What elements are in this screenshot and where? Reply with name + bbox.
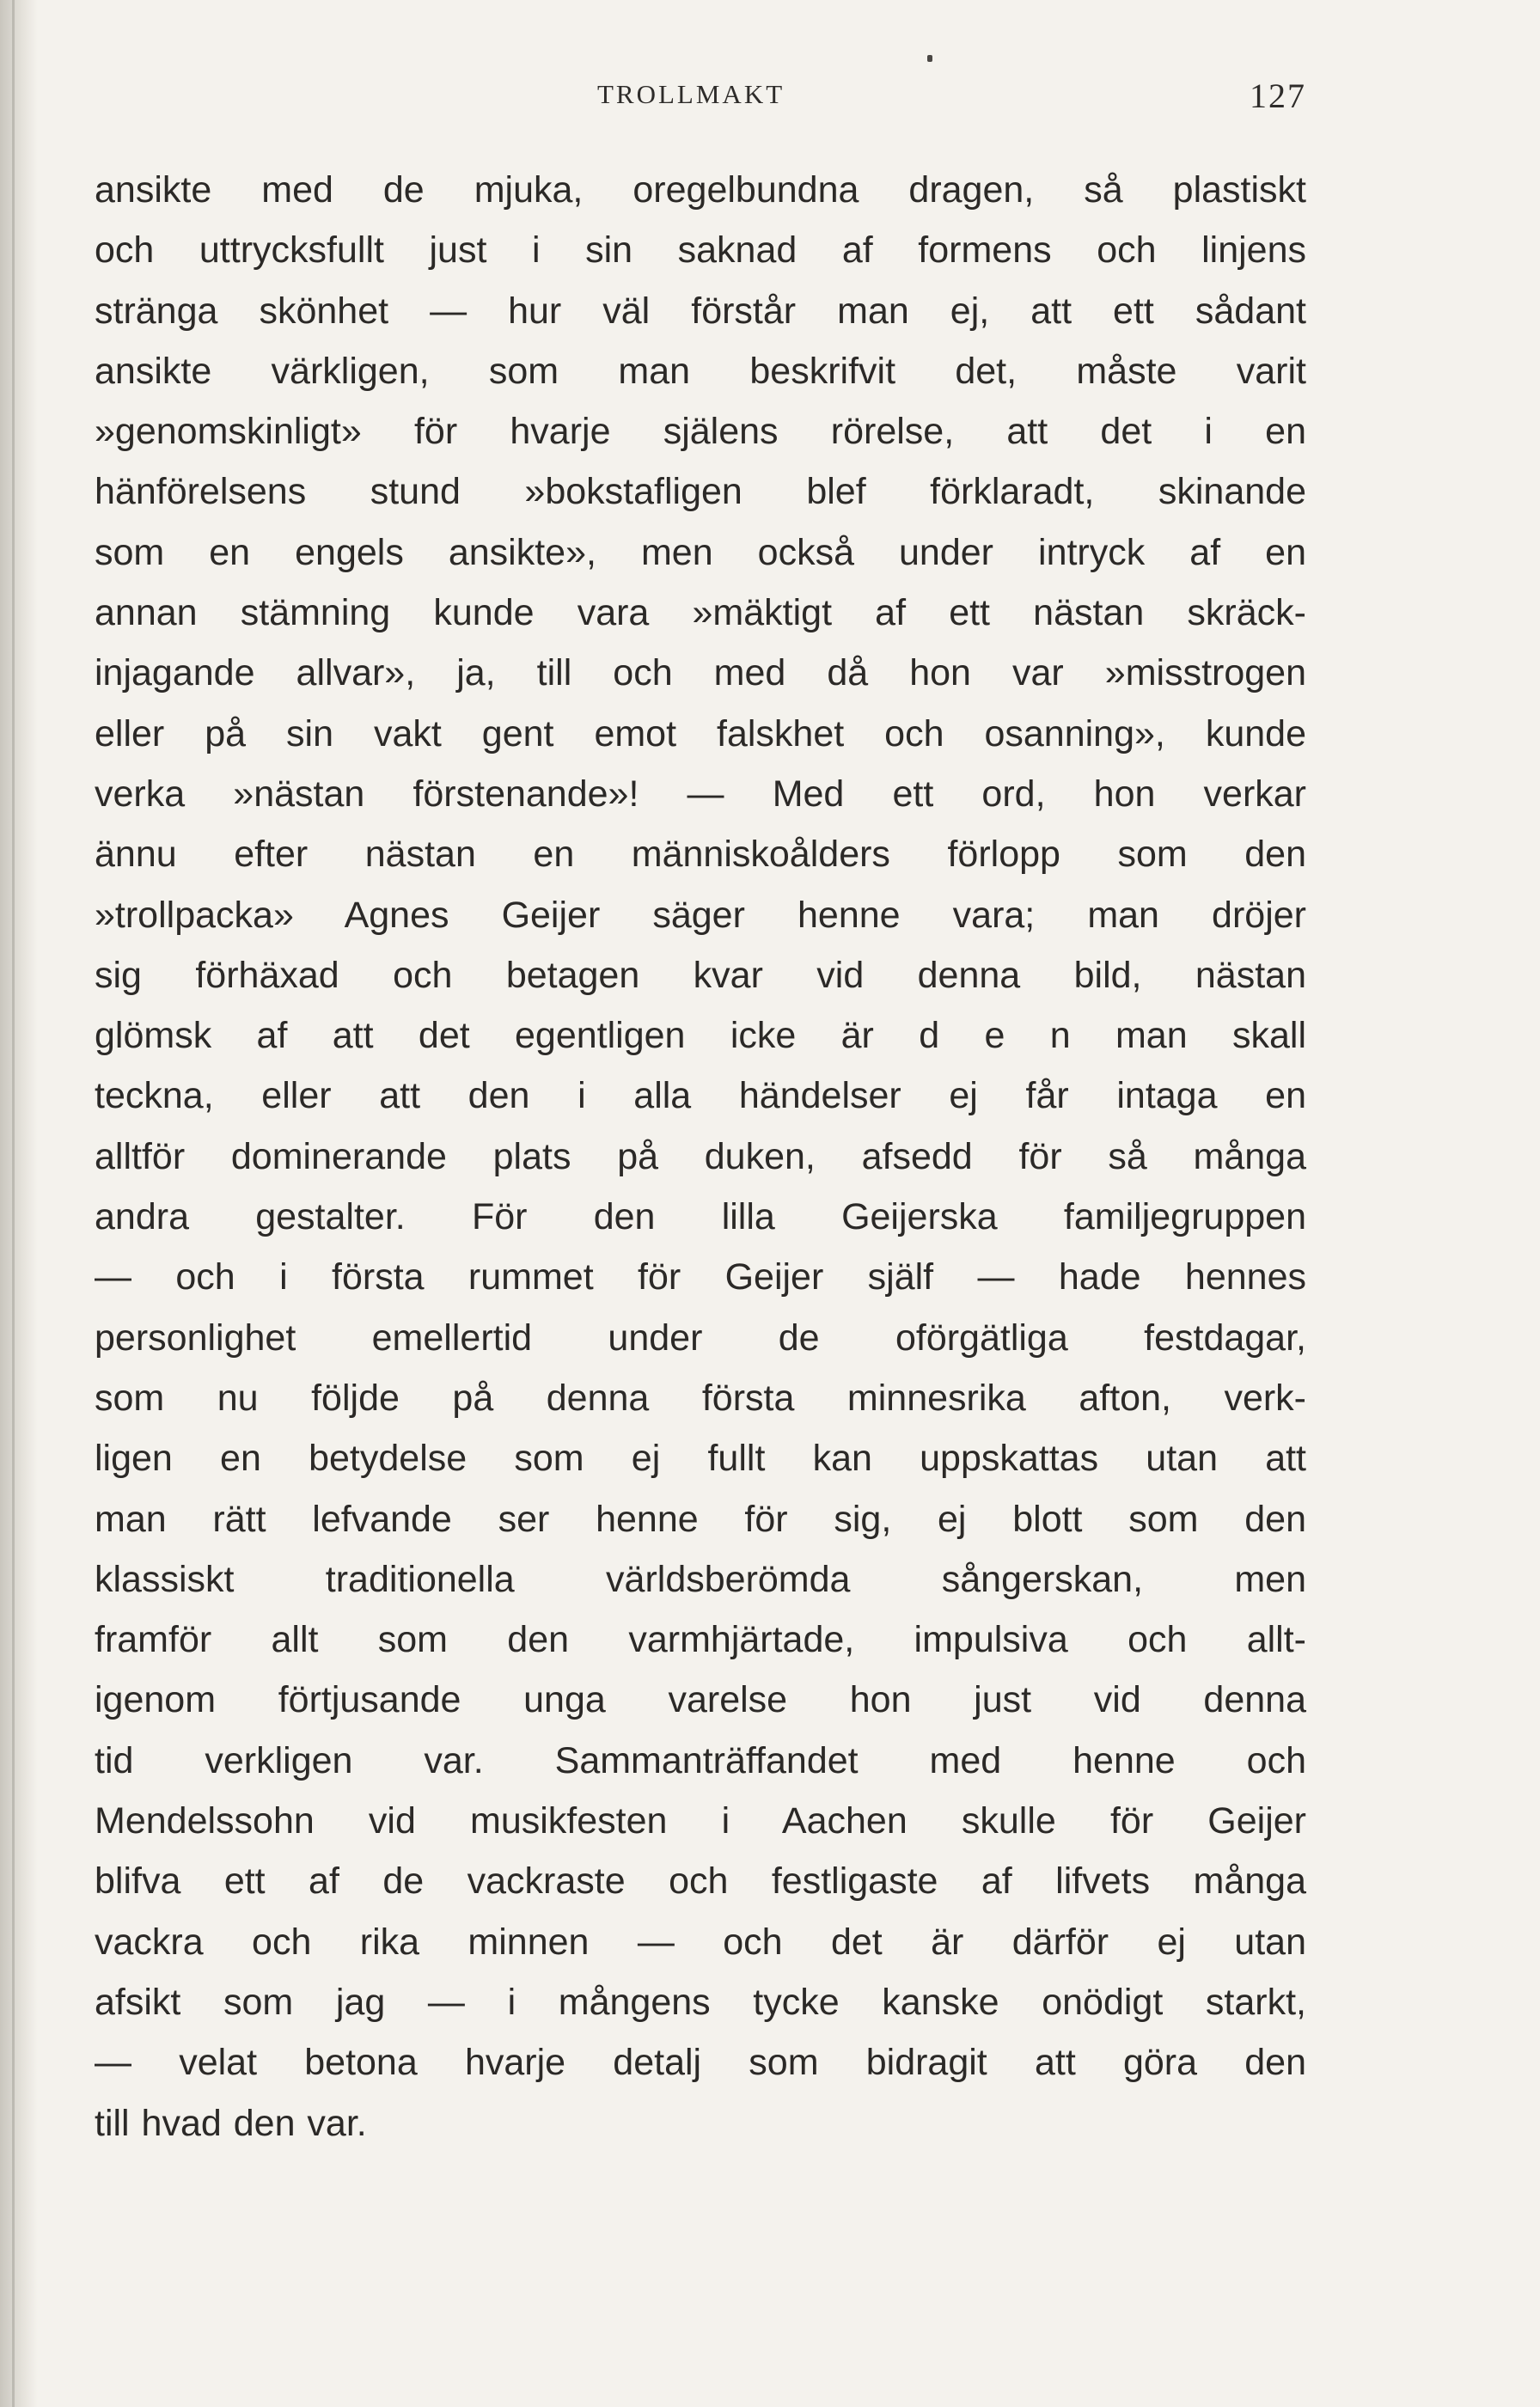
text-line: ligen en betydelse som ej fullt kan uppskattas utan att: [95, 1438, 1306, 1480]
text-line: blifva ett af de vackraste och festligaste af lifvets många: [95, 1860, 1306, 1903]
text-line: vackra och rika minnen — och det är därför ej utan: [95, 1921, 1306, 1963]
gutter-shadow-line: [12, 0, 15, 2407]
text-line: andra gestalter. För den lilla Geijerska familjegruppen: [95, 1196, 1306, 1238]
text-line: hänförelsens stund »bokstafligen blef förklaradt, skinande: [95, 471, 1306, 513]
text-line: annan stämning kunde vara »mäktigt af ett nästan skräck-: [95, 592, 1306, 634]
running-title: TROLLMAKT: [597, 79, 785, 109]
text-line: verka »nästan förstenande»! — Med ett ord, hon verkar: [95, 773, 1306, 815]
text-line: ansikte med de mjuka, oregelbundna dragen, så plastiskt: [95, 169, 1306, 211]
text-line: stränga skönhet — hur väl förstår man ej, att ett sådant: [95, 290, 1306, 332]
text-line: — och i första rummet för Geijer själf — hade hennes: [95, 1256, 1306, 1298]
page-number: 127: [1250, 76, 1306, 115]
page-gutter: [0, 0, 38, 2407]
text-line: som nu följde på denna första minnesrika afton, verk-: [95, 1377, 1306, 1419]
text-line: tid verkligen var. Sammanträffandet med henne och: [95, 1739, 1306, 1781]
text-line: framför allt som den varmhjärtade, impulsiva och allt-: [95, 1619, 1306, 1661]
text-line: injagande allvar», ja, till och med då hon var »misstrogen: [95, 652, 1306, 694]
text-line: teckna, eller att den i alla händelser ej får intaga en: [95, 1075, 1306, 1117]
text-line: som en engels ansikte», men också under intryck af en: [95, 531, 1306, 573]
text-line: ännu efter nästan en människoålders förlopp som den: [95, 834, 1306, 876]
text-line: alltför dominerande plats på duken, afsedd för så många: [95, 1135, 1306, 1177]
text-line-last: till hvad den var.: [95, 2102, 367, 2144]
body-text: [95, 160, 1306, 2153]
text-line: ansikte värkligen, som man beskrifvit det, måste varit: [95, 350, 1306, 392]
text-line: sig förhäxad och betagen kvar vid denna bild, nästan: [95, 954, 1306, 996]
text-line: »trollpacka» Agnes Geijer säger henne vara; man dröjer: [95, 894, 1306, 936]
text-line: Mendelssohn vid musikfesten i Aachen skulle för Geijer: [95, 1800, 1306, 1842]
text-line: eller på sin vakt gent emot falskhet och osanning», kunde: [95, 712, 1306, 754]
running-head: [95, 76, 1306, 117]
text-line: — velat betona hvarje detalj som bidragit att göra den: [95, 2042, 1306, 2084]
text-line: afsikt som jag — i mångens tycke kanske onödigt starkt,: [95, 1981, 1306, 2023]
text-line: man rätt lefvande ser henne för sig, ej blott som den: [95, 1498, 1306, 1540]
text-line: klassiskt traditionella världsberömda sångerskan, men: [95, 1558, 1306, 1600]
ink-speck: [927, 55, 932, 62]
text-line: igenom förtjusande unga varelse hon just vid denna: [95, 1679, 1306, 1721]
text-line: och uttrycksfullt just i sin saknad af formens och linjens: [95, 229, 1306, 272]
text-line: personlighet emellertid under de oförgätliga festdagar,: [95, 1317, 1306, 1359]
text-line: »genomskinligt» för hvarje själens rörelse, att det i en: [95, 411, 1306, 453]
text-line: glömsk af att det egentligen icke är d e n man skall: [95, 1015, 1306, 1057]
